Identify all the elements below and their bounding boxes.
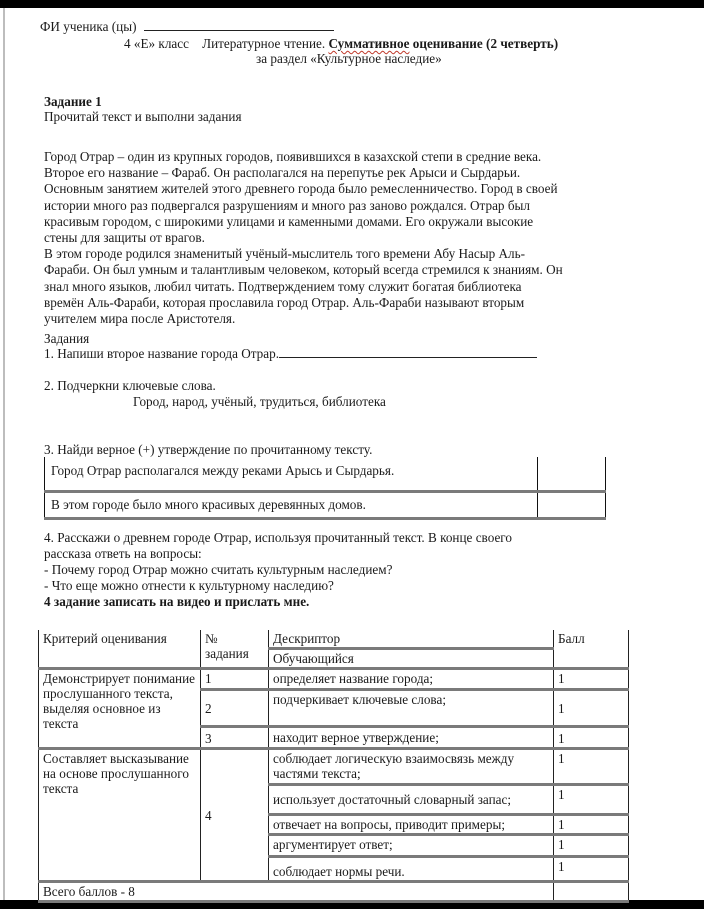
statement-row [45,492,606,519]
reading-text [44,149,624,327]
text-line: Основным занятием жителей этого древнего города было ремесленничество. Город в своей [44,181,558,197]
total-score[interactable] [554,882,629,902]
subject-label: Литературное чтение. [202,36,326,51]
text-line: красивым городом, с широкими улицами и каменными домами. Его окружали высокие [44,213,534,229]
page-left-edge [3,8,5,900]
text-line: Город Отрар – один из крупных городов, появившихся в казахской степи в средние века. [44,149,542,164]
statement-mark-cell[interactable] [538,492,606,519]
task-number: 4 [201,749,269,882]
score: 1 [554,669,629,690]
question-1-text: 1. Напиши второе название города Отрар. [44,346,280,361]
criterion-comprehension: Демонстрирует понимание прослушанного текста, выделяя основное из текста [39,669,201,749]
descriptor: использует достаточный словарный запас; [269,785,554,815]
score: 1 [554,727,629,749]
text-line: стены для защиты от врагов. [44,230,205,246]
descriptor: определяет название города; [269,669,554,690]
task1-title: Задание 1 [44,94,102,109]
score: 1 [554,857,629,882]
text-line: времён Аль-Фараби, которая прославила город Отрар. Аль-Фараби называют вторым [44,294,525,310]
task-number: 2 [201,690,269,727]
question-3: 3. Найди верное (+) утверждение по прочитанному тексту. [44,442,373,457]
task-number: 3 [201,727,269,749]
task1-instruction: Прочитай текст и выполни задания [44,109,242,124]
assessment-title: оценивание (2 четверть) [412,36,559,51]
score: 1 [554,785,629,815]
rubric-row [39,749,629,785]
text-line: знал много языков, любил читать. Подтверждением тому служит богатая библиотека [44,278,522,294]
text-line: учителем мира после Аристотеля. [44,311,236,327]
question-1 [44,346,537,362]
question-2-keywords[interactable]: Город, народ, учёный, трудиться, библиотека [133,394,386,409]
statement-mark-cell[interactable] [538,457,606,492]
question-4-line: 4. Расскажи о древнем городе Отрар, используя прочитанный текст. В конце своего [44,530,512,545]
score: 1 [554,749,629,785]
total-label: Всего баллов - 8 [39,882,554,902]
rubric-total-row [39,882,629,902]
header-task-no [201,630,269,669]
text-line: истории много раз подвергался разрушениям и много раз заново рождался. Отрар был [44,197,530,213]
question-1-answer-blank[interactable] [279,357,537,358]
header-descriptor-sub: Обучающийся [269,649,554,669]
header-task-no-line1: № [205,631,218,646]
score: 1 [554,690,629,727]
student-name-line [40,19,334,35]
text-line: В этом городе родился знаменитый учёный-мыслитель того времени Абу Насыр Аль- [44,246,525,262]
class-label: 4 «Е» класс [124,36,189,51]
statement-text: В этом городе было много красивых деревянных домов. [45,492,538,519]
task-number: 1 [201,669,269,690]
descriptor: соблюдает нормы речи. [269,857,554,882]
worksheet-page [0,8,704,900]
question-4-note: 4 задание записать на видео и прислать мне. [44,594,310,609]
assessment-word: Суммативное [328,36,410,51]
header-descriptor: Дескриптор [269,630,554,649]
document-title [124,36,558,52]
question-2: 2. Подчеркни ключевые слова. [44,378,216,393]
descriptor: отвечает на вопросы, приводит примеры; [269,815,554,835]
question-4-line: - Что еще можно отнести к культурному наследию? [44,578,334,593]
criterion-composition: Составляет высказывание на основе прослушанного текста [39,749,201,882]
descriptor: аргументирует ответ; [269,835,554,857]
question-4-line: - Почему город Отрар можно считать культурным наследием? [44,562,393,577]
question-4-line: рассказа ответь на вопросы: [44,546,202,561]
score: 1 [554,815,629,835]
text-line: Фараби. Он был умным и талантливым человеком, который всегда стремился к знаниям. Он [44,262,563,278]
header-criterion: Критерий оценивания [39,630,201,669]
student-name-label: ФИ ученика (цы) [40,19,137,34]
section-title: за раздел «Культурное наследие» [256,51,442,66]
descriptor: находит верное утверждение; [269,727,554,749]
score: 1 [554,835,629,857]
descriptor: подчеркивает ключевые слова; [269,690,554,727]
rubric-row [39,669,629,690]
header-task-no-line2: задания [205,646,249,661]
header-score: Балл [554,630,629,669]
question-3-table [44,457,606,520]
descriptor: соблюдает логическую взаимосвязь между частями текста; [269,749,554,785]
rubric-header-row [39,630,629,649]
student-name-blank[interactable] [144,30,334,31]
question-4 [44,530,512,610]
tasks-heading: Задания [44,331,90,346]
statement-row [45,457,606,492]
text-line: Второе его название – Фараб. Он располагался на перепутье рек Арыси и Сырдарьи. [44,165,521,181]
statement-text: Город Отрар располагался между реками Арысь и Сырдарья. [45,457,538,492]
rubric-table [38,630,629,903]
